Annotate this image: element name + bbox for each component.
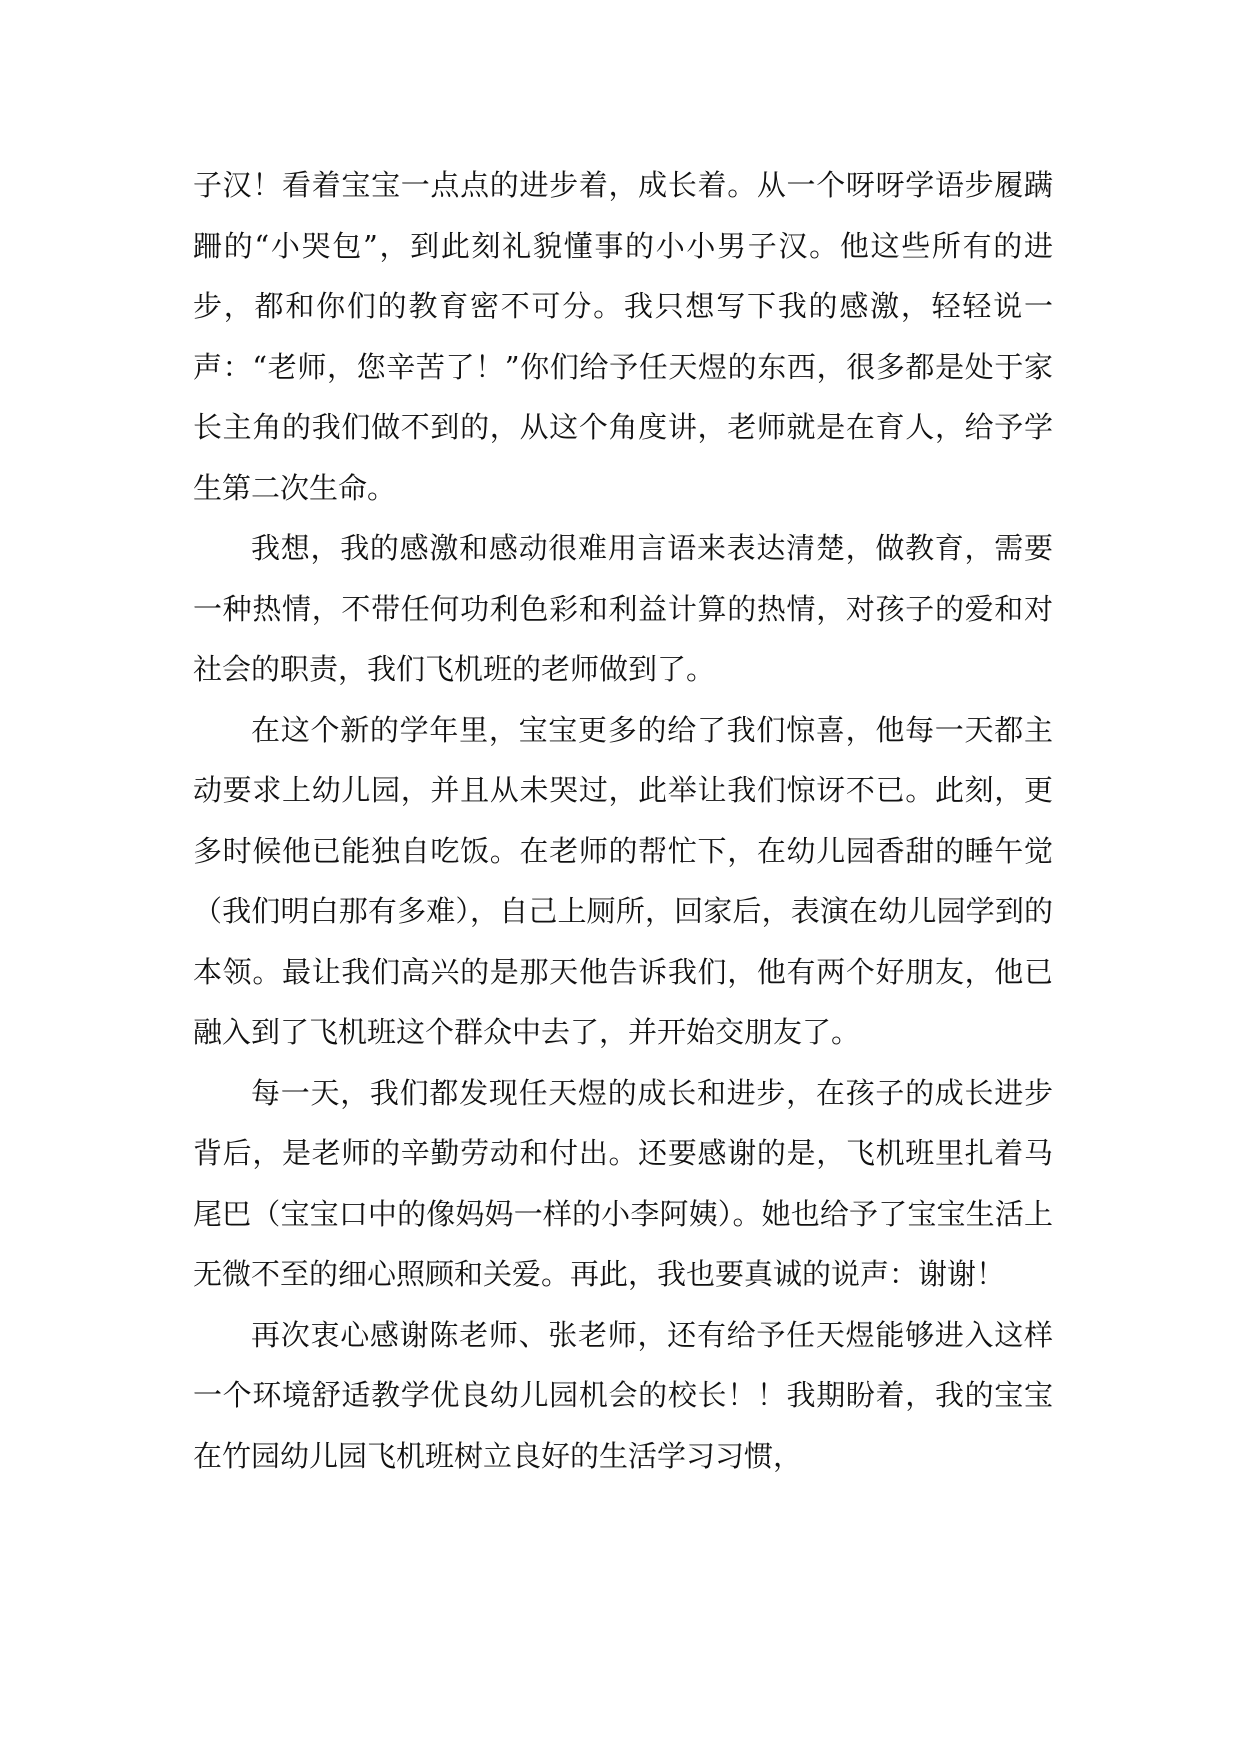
- paragraph-2: 我想，我的感激和感动很难用言语来表达清楚，做教育，需要一种热情，不带任何功利色彩和利益计算的热情，对孩子的爱和对社会的职责，我们飞机班的老师做到了。: [193, 531, 1053, 686]
- document-body: [193, 155, 1053, 1486]
- paragraph-3: 在这个新的学年里，宝宝更多的给了我们惊喜，他每一天都主动要求上幼儿园，并且从未哭过，此举让我们惊讶不已。此刻，更多时候他已能独自吃饭。在老师的帮忙下，在幼儿园香甜的睡午觉（我们明白那有多难），自己上厕所，回家后，表演在幼儿园学到的本领。最让我们高兴的是那天他告诉我们，他有两个好朋友，他已融入到了飞机班这个群众中去了，并开始交朋友了。: [193, 712, 1053, 1049]
- paragraph-1: 子汉！看着宝宝一点点的进步着，成长着。从一个呀呀学语步履蹒跚的“小哭包”，到此刻礼貌懂事的小小男子汉。他这些所有的进步，都和你们的教育密不可分。我只想写下我的感激，轻轻说一声：“老师，您辛苦了！”你们给予任天煜的东西，很多都是处于家长主角的我们做不到的，从这个角度讲，老师就是在育人，给予学生第二次生命。: [193, 168, 1053, 505]
- paragraph-4: 每一天，我们都发现任天煜的成长和进步，在孩子的成长进步背后，是老师的辛勤劳动和付出。还要感谢的是，飞机班里扎着马尾巴（宝宝口中的像妈妈一样的小李阿姨）。她也给予了宝宝生活上无微不至的细心照顾和关爱。再此，我也要真诚的说声：谢谢！: [193, 1075, 1053, 1291]
- paragraph-5: 再次衷心感谢陈老师、张老师，还有给予任天煜能够进入这样一个环境舒适教学优良幼儿园机会的校长！！我期盼着，我的宝宝在竹园幼儿园飞机班树立良好的生活学习习惯，: [193, 1317, 1053, 1473]
